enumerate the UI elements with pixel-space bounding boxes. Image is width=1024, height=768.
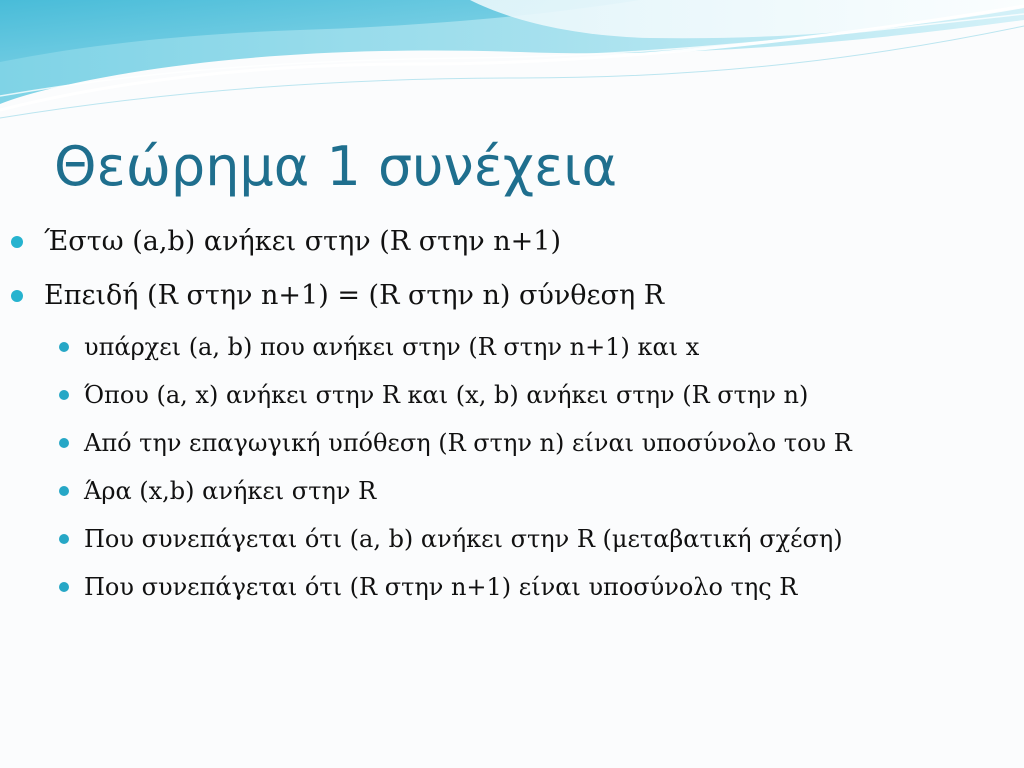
bullet-list [0, 222, 1024, 618]
sub-bullet-dot-icon [59, 486, 69, 496]
sub-bullet-item [0, 426, 1024, 474]
slide-title: Θεώρημα 1 συνέχεια [54, 135, 618, 198]
bullet-dot-icon [11, 290, 23, 302]
bullet-text: Επειδή (R στην n+1) = (R στην n) σύνθεση R [44, 280, 665, 311]
sub-bullet-text: Άρα (x,b) ανήκει στην R [84, 477, 377, 505]
bullet-text: Έστω (a,b) ανήκει στην (R στην n+1) [44, 226, 561, 257]
sub-bullet-text: υπάρχει (a, b) που ανήκει στην (R στην n+1) και x [84, 333, 700, 361]
sub-bullet-item [0, 330, 1024, 378]
bullet-dot-icon [11, 236, 23, 248]
sub-bullet-dot-icon [59, 342, 69, 352]
sub-bullet-item [0, 378, 1024, 426]
bullet-item [0, 276, 1024, 330]
sub-bullet-item [0, 570, 1024, 618]
sub-bullet-dot-icon [59, 390, 69, 400]
sub-bullet-text: Που συνεπάγεται ότι (a, b) ανήκει στην R (μεταβατική σχέση) [84, 525, 843, 553]
bullet-item [0, 222, 1024, 276]
sub-bullet-item [0, 474, 1024, 522]
sub-bullet-dot-icon [59, 534, 69, 544]
header-wave-decoration [0, 0, 1024, 130]
sub-bullet-item [0, 522, 1024, 570]
sub-bullet-text: Όπου (a, x) ανήκει στην R και (x, b) ανήκει στην (R στην n) [84, 381, 809, 409]
sub-bullet-text: Από την επαγωγική υπόθεση (R στην n) είναι υποσύνολο του R [84, 429, 852, 457]
sub-bullet-dot-icon [59, 582, 69, 592]
sub-bullet-dot-icon [59, 438, 69, 448]
sub-bullet-text: Που συνεπάγεται ότι (R στην n+1) είναι υποσύνολο της R [84, 573, 798, 601]
